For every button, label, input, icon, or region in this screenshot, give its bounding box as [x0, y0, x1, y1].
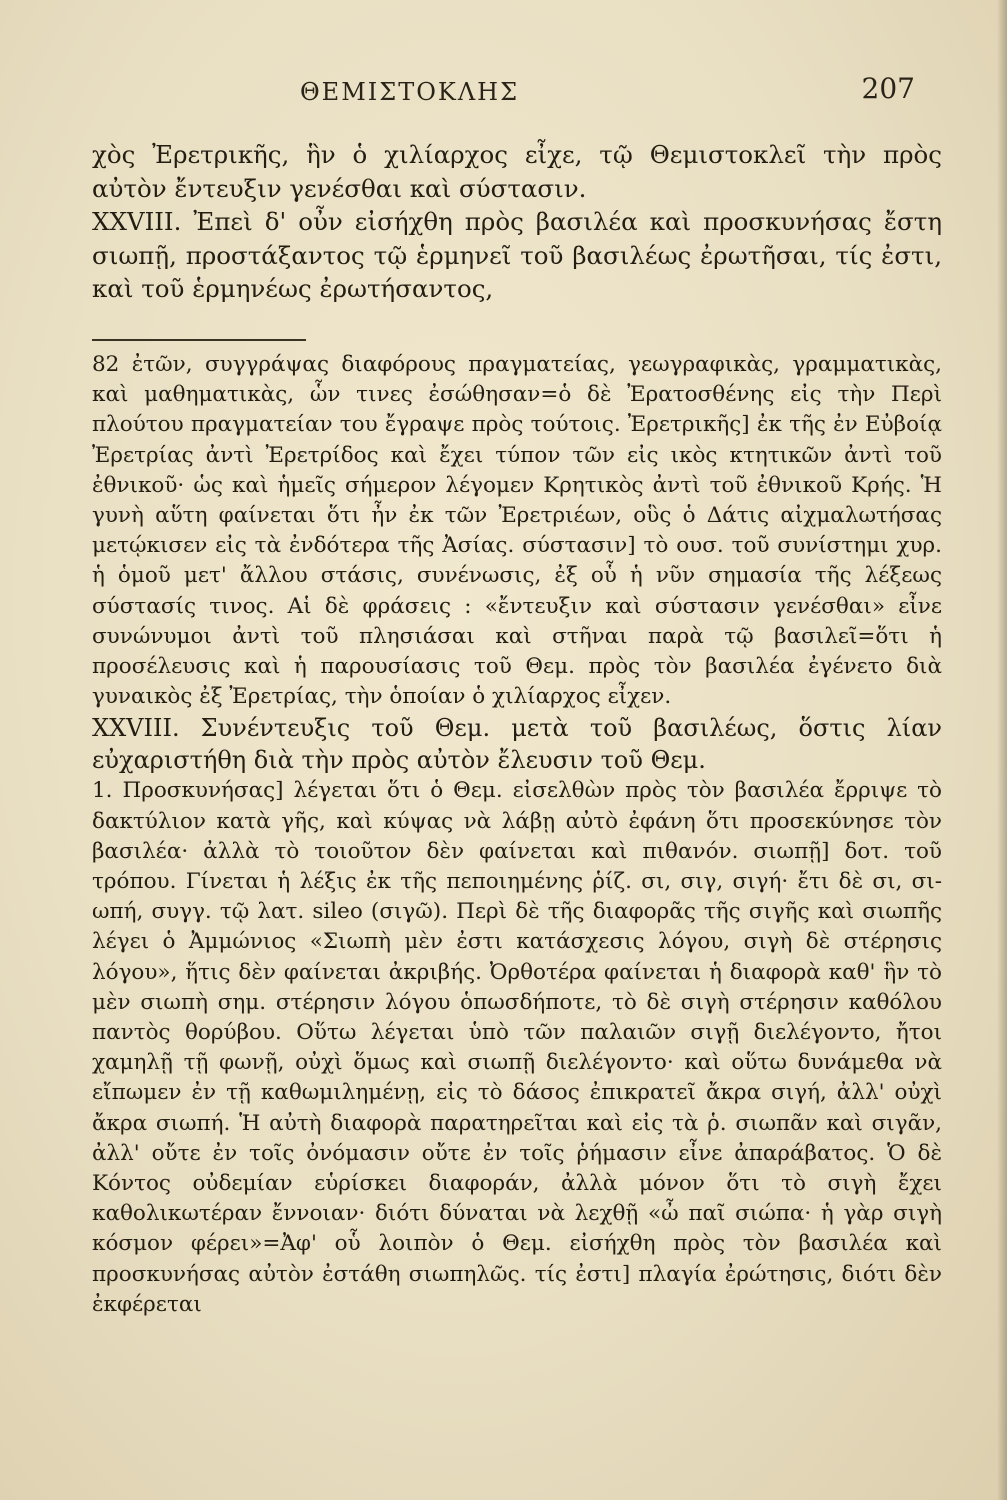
note-1: 1. Προσκυνήσας] λέγεται ὅτι ὁ Θεμ. εἰσελθὼν πρὸς τὸν βασιλέα ἔρριψε τὸ δακτύλιον κατὰ γῆς, καὶ κύψας νὰ λάβῃ αὐτὸ ἐφάνη ὅτι προσεκύνησε τὸν βασιλέα· ἀλλὰ τὸ τοιοῦτον δὲν φαίνεται καὶ πιθανόν. σιωπῇ] δοτ. τοῦ τρόπου. Γίνεται ἡ λέξις ἐκ τῆς πεποιημένης ῥίζ. σι, σιγ, σιγή· ἔτι δὲ σι, σι-ωπή, συγγ. τῷ λατ. sileo (σιγῶ). Περὶ δὲ τῆς διαφορᾶς τῆς σιγῆς καὶ σιωπῆς λέγει ὁ Ἀμμώνιος «Σιωπὴ μὲν ἐστι κατάσχεσις λόγου, σιγὴ δὲ στέρησις λόγου», ἥτις δὲν φαίνεται ἀκριβής. Ὀρθοτέρα φαίνεται ἡ διαφορὰ καθ' ἣν τὸ μὲν σιωπὴ σημ. στέρησιν λόγου ὁπωσδήποτε, τὸ δὲ σιγὴ στέρησιν καθόλου παντὸς θορύβου. Οὕτω λέγεται ὑπὸ τῶν παλαιῶν σιγῇ διελέγοντο, ἤτοι χαμηλῇ τῇ φωνῇ, οὐχὶ ὅμως καὶ σιωπῇ διελέγοντο· καὶ οὕτω δυνάμεθα νὰ εἴπωμεν ἐν τῇ καθωμιλημένῃ, εἰς τὸ δάσος ἐπικρατεῖ ἄκρα σιγή, ἀλλ' οὐχὶ ἄκρα σιωπή. Ἡ αὐτὴ διαφορὰ παρατηρεῖται καὶ εἰς τὰ ῥ. σιωπᾶν καὶ σιγᾶν, ἀλλ' οὔτε ἐν τοῖς ὀνόμασιν οὔτε ἐν τοῖς ῥήμασιν εἶνε ἀπαράβατος. Ὁ δὲ Κόντος οὐδεμίαν εὑρίσκει διαφοράν, ἀλλὰ μόνον ὅτι τὸ σιγὴ ἔχει καθολικωτέραν ἔννοιαν· διότι δύναται νὰ λεχθῇ «ὦ παῖ σιώπα· ἡ γὰρ σιγὴ κόσμον φέρει»=Ἀφ' οὗ λοιπὸν ὁ Θεμ. εἰσήχθη πρὸς τὸν βασιλέα καὶ προσκυνήσας αὐτὸν ἐστάθη σιωπηλῶς. τίς ἐστι] πλαγία ἐρώτησις, διότι δὲν ἐκφέρεται: [92, 778, 942, 1317]
footnote-separator: [92, 339, 306, 341]
page-number: 207: [861, 72, 915, 105]
main-text: [92, 138, 942, 306]
section-heading-xxviii: XXVIII. Συνέντευξις τοῦ Θεμ. μετὰ τοῦ βασιλέως, ὅστις λίαν εὐχαριστήθη διὰ τὴν πρὸς αὐτὸν ἔλευσιν τοῦ Θεμ.: [92, 714, 942, 775]
running-title: ΘΕΜΙΣΤΟΚΛΗΣ: [300, 78, 520, 106]
note-82: 82 ἐτῶν, συγγράψας διαφόρους πραγματείας, γεωγραφικὰς, γραμματικὰς, καὶ μαθηματικὰς, ὧν τινες ἐσώθησαν=ὁ δὲ Ἐρατοσθένης εἰς τὴν Περὶ πλούτου πραγματείαν του ἔγραψε πρὸς τούτοις. Ἐρετρικῆς] ἐκ τῆς ἐν Εὐβοίᾳ Ἐρετρίας ἀντὶ Ἐρετρίδος καὶ ἔχει τύπον τῶν εἰς ικὸς κτητικῶν ἀντὶ τοῦ ἐθνικοῦ· ὡς καὶ ἡμεῖς σήμερον λέγομεν Κρητικὸς ἀντὶ τοῦ ἐθνικοῦ Κρής. Ἡ γυνὴ αὕτη φαίνεται ὅτι ἦν ἐκ τῶν Ἐρετριέων, οὓς ὁ Δάτις αἰχμαλωτήσας μετῴκισεν εἰς τὰ ἐνδότερα τῆς Ἀσίας. σύστασιν] τὸ ουσ. τοῦ συνίστημι χυρ. ἡ ὁμοῦ μετ' ἄλλου στάσις, συνένωσις, ἐξ οὗ ἡ νῦν σημασία τῆς λέξεως σύστασίς τινος. Αἱ δὲ φράσεις : «ἔντευξιν καὶ σύστασιν γενέσθαι» εἶνε συνώνυμοι ἀντὶ τοῦ πλησιάσαι καὶ στῆναι παρὰ τῷ βασιλεῖ=ὅτι ἡ προσέλευσις καὶ ἡ παρουσίασις τοῦ Θεμ. πρὸς τὸν βασιλέα ἐγένετο διὰ γυναικὸς ἐξ Ἐρετρίας, τὴν ὁποίαν ὁ χιλίαρχος εἶχεν.: [92, 352, 942, 710]
main-paragraph: XXVIII. Ἐπεὶ δ' οὖν εἰσήχθη πρὸς βασιλέα καὶ προσκυνήσας ἔστη σιωπῇ, προστάξαντος τῷ ἑρμηνεῖ τοῦ βασιλέως ἐρωτῆσαι, τίς ἐστι, καὶ τοῦ ἑρμηνέως ἐρωτήσαντος,: [92, 207, 942, 303]
commentary-notes: [92, 350, 942, 1320]
main-paragraph: χὸς Ἐρετρικῆς, ἣν ὁ χιλίαρχος εἶχε, τῷ Θεμιστοκλεῖ τὴν πρὸς αὐτὸν ἔντευξιν γενέσθαι καὶ σύστασιν.: [92, 140, 942, 203]
page-header: [90, 72, 970, 122]
